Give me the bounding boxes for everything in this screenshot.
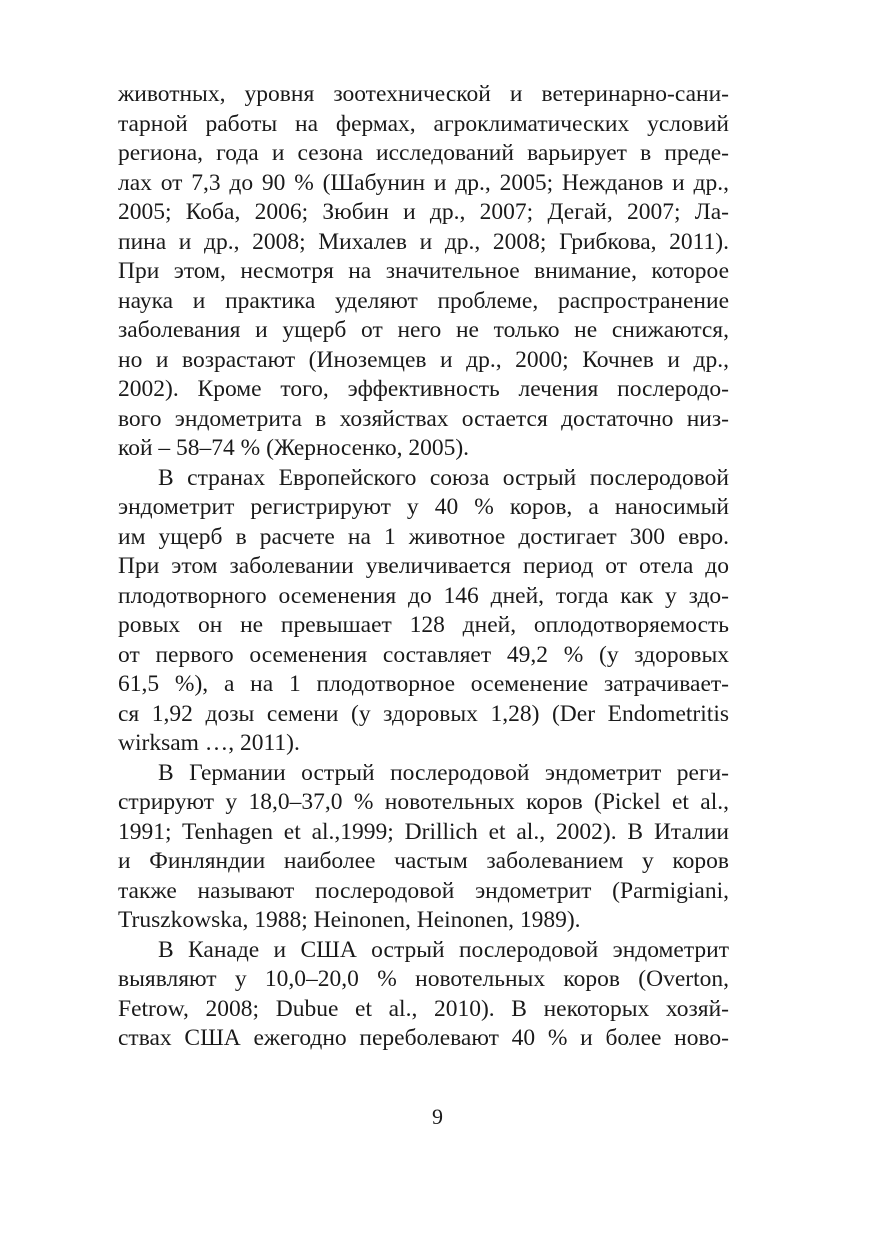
text-line: Truszkowska, 1988; Heinonen, Heinonen, 1989). xyxy=(118,907,581,933)
text-line: эндометрит регистрируют у 40 % коров, а наносимый xyxy=(118,494,729,520)
text-line: заболевания и ущерб от него не только не снижаются, xyxy=(118,317,729,343)
body-text xyxy=(118,80,729,1054)
text-line: региона, года и сезона исследований варьирует в преде- xyxy=(118,140,729,166)
text-line: но и возрастают (Иноземцев и др., 2000; Кочнев и др., xyxy=(118,346,729,373)
text-line: от первого осеменения составляет 49,2 % (у здоровых xyxy=(118,641,729,668)
text-line: выявляют у 10,0–20,0 % новотельных коров (Overton, xyxy=(118,966,729,992)
text-line: лах от 7,3 до 90 % (Шабунин и др., 2005; Нежданов и др., xyxy=(118,169,729,196)
text-line: При этом, несмотря на значительное внимание, которое xyxy=(118,258,729,284)
text-line: 2002). Кроме того, эффективность лечения послеродо- xyxy=(118,376,729,402)
text-line: кой – 58–74 % (Жерносенко, 2005). xyxy=(118,435,470,461)
text-line: стрируют у 18,0–37,0 % новотельных коров (Pickel et al., xyxy=(118,789,729,815)
text-line: 1991; Tenhagen et al.,1999; Drillich et al., 2002). В Италии xyxy=(118,818,729,845)
text-line: плодотворного осеменения до 146 дней, тогда как у здо- xyxy=(118,582,729,609)
page-number: 9 xyxy=(432,1104,443,1129)
text-line: В странах Европейского союза острый послеродовой xyxy=(158,464,729,491)
text-line: животных, уровня зоотехнической и ветеринарно-сани- xyxy=(118,81,729,107)
text-line: также называют послеродовой эндометрит (Parmigiani, xyxy=(118,877,729,904)
text-line: ствах США ежегодно переболевают 40 % и более ново- xyxy=(118,1025,729,1051)
paragraph-2 xyxy=(118,464,729,759)
text-line: В Германии острый послеродовой эндометрит реги- xyxy=(158,759,729,786)
text-line: тарной работы на фермах, агроклиматических условий xyxy=(118,110,729,137)
paragraph-4 xyxy=(118,936,729,1054)
text-line: 2005; Коба, 2006; Зюбин и др., 2007; Дегай, 2007; Ла- xyxy=(118,199,729,225)
text-line: ровых он не превышает 128 дней, оплодотворяемость xyxy=(118,612,729,638)
text-line: 61,5 %), а на 1 плодотворное осеменение затрачивает- xyxy=(118,671,729,697)
paragraph-3 xyxy=(118,759,729,936)
text-line: вого эндометрита в хозяйствах остается достаточно низ- xyxy=(118,405,729,432)
text-line: wirksam …, 2011). xyxy=(118,730,300,756)
text-line: ся 1,92 дозы семени (у здоровых 1,28) (Der Endometritis xyxy=(118,700,729,727)
paragraph-1 xyxy=(118,80,729,464)
text-line: В Канаде и США острый послеродовой эндометрит xyxy=(158,936,729,963)
text-line: Fetrow, 2008; Dubue et al., 2010). В некоторых хозяй- xyxy=(118,995,729,1022)
text-line: им ущерб в расчете на 1 животное достигает 300 евро. xyxy=(118,523,729,550)
text-line: наука и практика уделяют проблеме, распространение xyxy=(118,287,729,314)
text-line: пина и др., 2008; Михалев и др., 2008; Грибкова, 2011). xyxy=(118,228,729,255)
text-line: При этом заболевании увеличивается период от отела до xyxy=(118,553,729,579)
text-line: и Финляндии наиболее частым заболеванием у коров xyxy=(118,848,729,874)
